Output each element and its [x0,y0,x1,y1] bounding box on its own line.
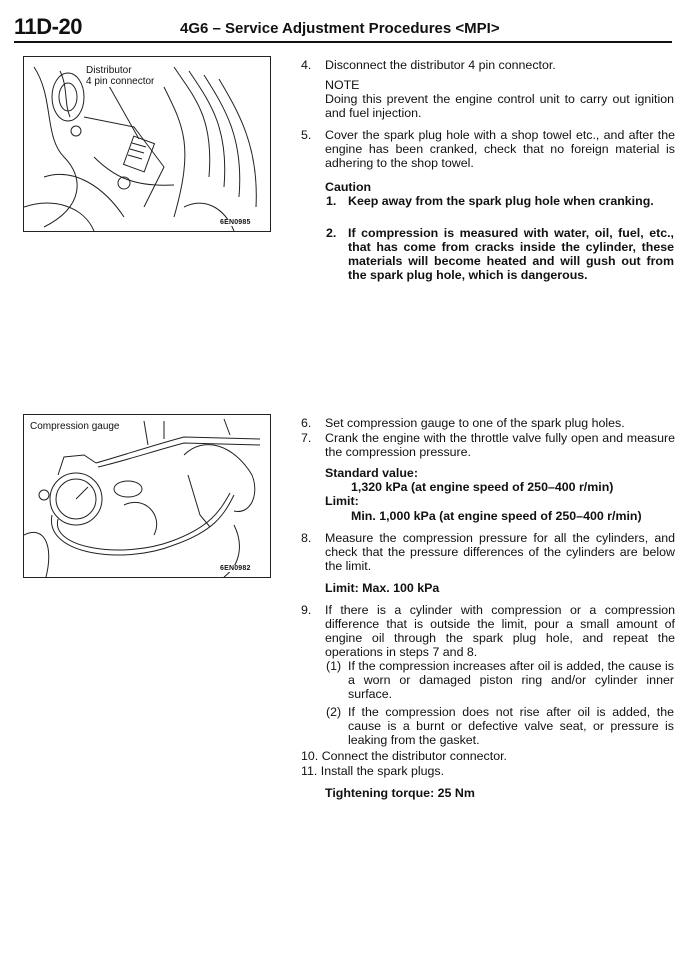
figure-distributor-connector [23,56,271,232]
substep-text: If the compression increases after oil is added, the cause is a worn or damaged piston ring and/or cylinder inner surface. [348,659,674,701]
header-rule [14,41,672,43]
step-text: Set compression gauge to one of the spark plug holes. [325,416,625,430]
caution-number: 2. [326,226,337,240]
step-number: 9. [301,603,312,617]
tightening-torque: Tightening torque: 25 Nm [325,786,475,800]
step-number: 4. [301,58,312,72]
caution-title: Caution [325,180,372,194]
figure-label-distributor: Distributor [86,65,132,76]
note-title: NOTE [325,78,360,92]
step-text: Cover the spark plug hole with a shop towel etc., and after the engine has been cranked, check that no foreign material is adhering to the shop towel. [325,128,675,170]
limit-max: Limit: Max. 100 kPa [325,581,440,595]
step-number: 11. [301,764,318,778]
note-text: Doing this prevent the engine control unit to carry out ignition and fuel injection. [325,92,674,120]
step-text: If there is a cylinder with compression or a compression difference that is outside the limit, pour a small amount of engine oil through the spark plug hole, and repeat the operations in steps 7 and 8. [325,603,675,659]
page-header [14,14,672,42]
limit-value: Min. 1,000 kPa (at engine speed of 250–400 r/min) [351,509,642,523]
step-text: Measure the compression pressure for all the cylinders, and check that the pressure differences of the cylinders are below the limit. [325,531,675,573]
substep-number: (2) [326,705,342,719]
step-number: 6. [301,416,312,430]
figure-label-compression-gauge: Compression gauge [30,421,120,432]
step-number: 5. [301,128,312,142]
engine-illustration-2 [24,415,270,577]
page-number: 11D-20 [14,14,82,39]
figure-id-2: 6EN0982 [220,565,251,572]
figure-compression-gauge [23,414,271,578]
step-11 [301,764,675,778]
step-number: 10. [301,749,319,763]
limit-label: Limit: [325,494,359,508]
caution-number: 1. [326,194,337,208]
step-text: Install the spark plugs. [320,764,445,778]
standard-value: 1,320 kPa (at engine speed of 250–400 r/min) [351,480,614,494]
substep-text: If the compression does not rise after oil is added, the cause is a burnt or defective valve seat, or pressure is leaking from the gasket. [348,705,674,747]
step-text: Connect the distributor connector. [321,749,507,763]
substep-number: (1) [326,659,342,673]
page-title: 4G6 – Service Adjustment Procedures <MPI> [180,20,500,37]
caution-text: Keep away from the spark plug hole when cranking. [348,194,654,208]
caution-text: If compression is measured with water, oil, fuel, etc., that has come from cracks inside the cylinder, these materials will become heated and will gush out from the spark plug hole, which is dangerous. [348,226,674,282]
figure-id-1: 6EN0985 [220,219,251,226]
step-text: Crank the engine with the throttle valve fully open and measure the compression pressure. [325,431,675,459]
step-text: Disconnect the distributor 4 pin connector. [325,58,556,72]
standard-value-label: Standard value: [325,466,418,480]
figure-label-4pin-connector: 4 pin connector [86,76,155,87]
step-number: 8. [301,531,312,545]
step-10 [301,749,675,763]
step-number: 7. [301,431,312,445]
